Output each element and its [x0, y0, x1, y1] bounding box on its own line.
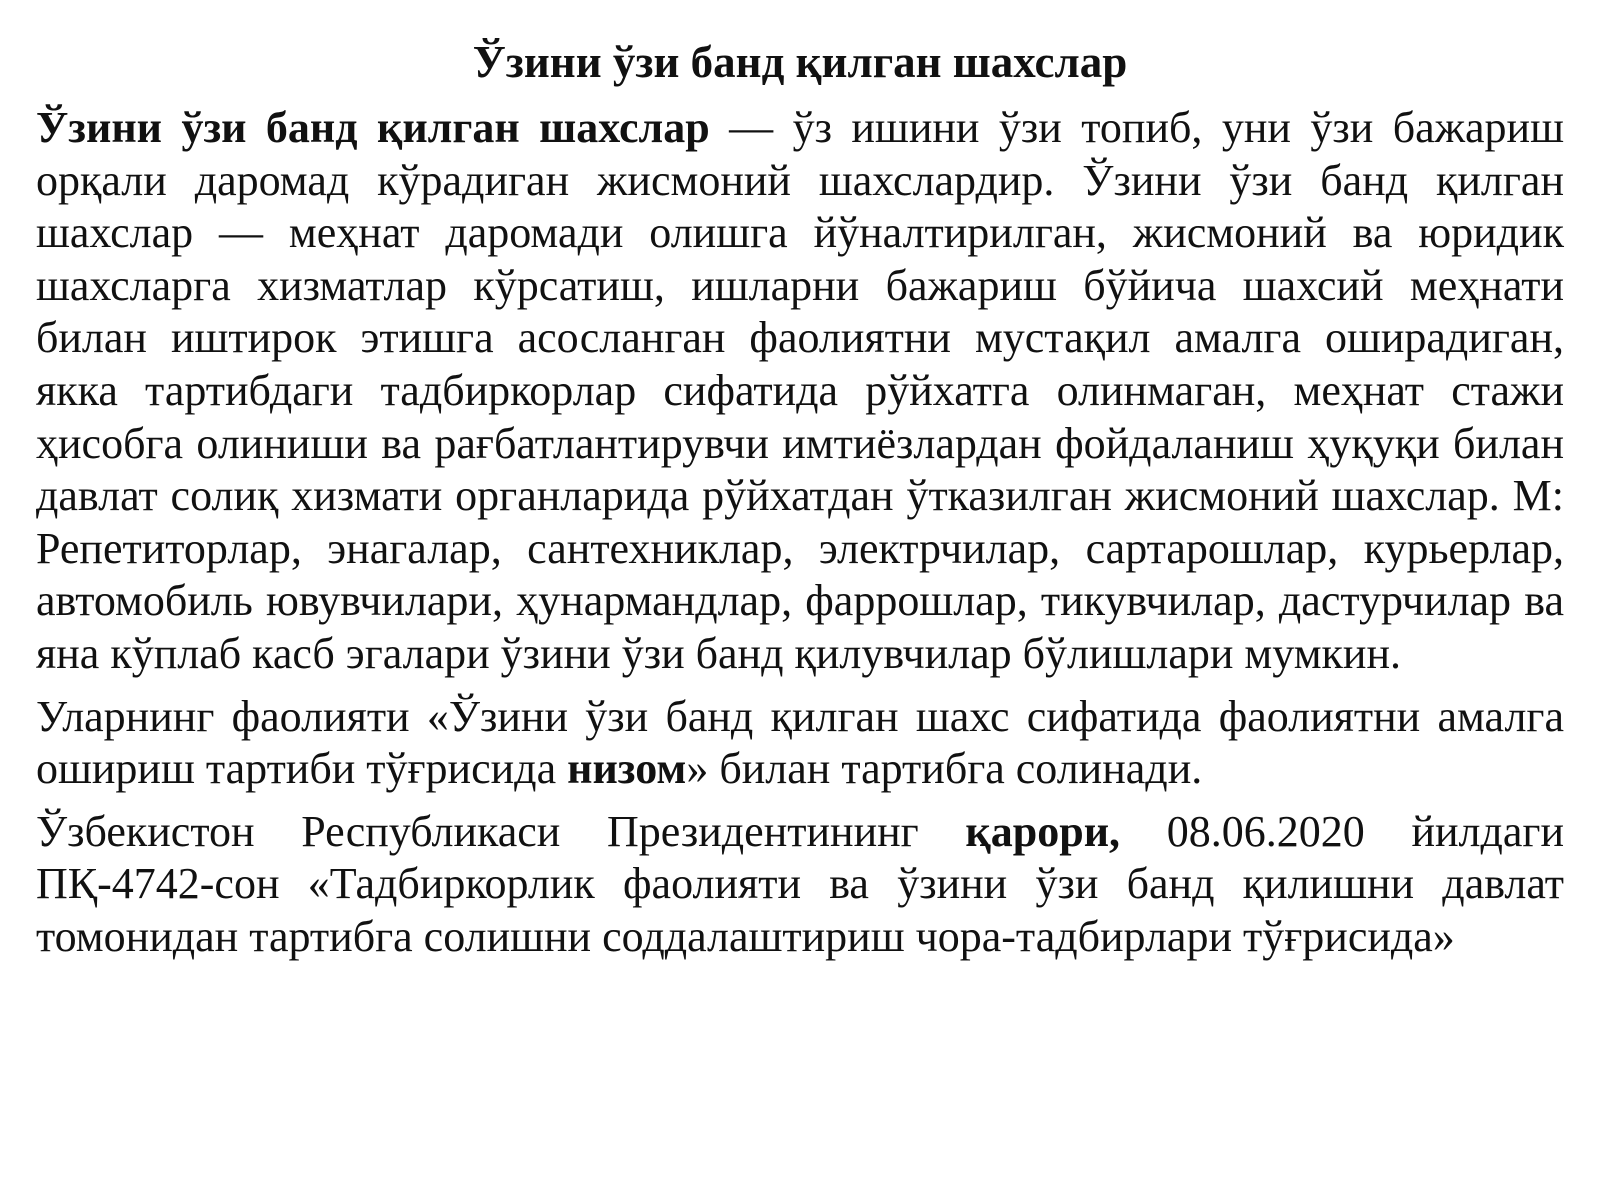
decree-text-before: Ўзбекистон Республикаси Президентининг: [36, 806, 966, 856]
regulation-text-after: » билан тартибга солинади.: [686, 744, 1203, 794]
decree-text-after: 08.06.2020 йилдаги ПҚ-4742-сон «Тадбиркорлик фаолияти ва ўзини ўзи банд қилишни давлат томонидан тартибга солишни соддалаштириш чора-тадбирлари тўғрисида»: [36, 806, 1564, 961]
regulation-bold-word: низом: [567, 744, 687, 794]
defined-term: Ўзини ўзи банд қилган шахслар: [36, 103, 710, 152]
decree-paragraph: [36, 806, 1564, 964]
regulation-text-before: Уларнинг фаолияти «Ўзини ўзи банд қилган шахс сифатида фаолиятни амалга ошириш тартиби тўғрисида: [36, 691, 1564, 794]
definition-paragraph: [36, 102, 1564, 681]
definition-text: — ўз ишини ўзи топиб, уни ўзи бажариш орқали даромад кўрадиган жисмоний шахслардир. Ўзини ўзи банд қилган шахслар — меҳнат даромади олишга йўналтирилган, жисмоний ва юридик шахсларга хизматлар кўрсатиш, ишларни бажариш бўйича шахсий меҳнати билан иштирок этишга асосланган фаолиятни мустақил амалга оширадиган, якка тартибдаги тадбиркорлар сифатида рўйхатга олинмаган, меҳнат стажи ҳисобга олиниши ва рағбатлантирувчи имтиёзлардан фойдаланиш ҳуқуқи билан давлат солиқ хизмати органларида рўйхатдан ўтказилган жисмоний шахслар. М: Репетиторлар, энагалар, сантехниклар, электрчилар, сартарошлар, курьерлар, автомобиль ювувчилари, ҳунармандлар, фаррошлар, тикувчилар, дастурчилар ва яна кўплаб касб эгалари ўзини ўзи банд қилувчилар бўлишлари мумкин.: [36, 103, 1564, 678]
document-title: Ўзини ўзи банд қилган шахслар: [472, 37, 1128, 87]
decree-bold-word: қарори,: [965, 806, 1121, 856]
regulation-paragraph: [36, 691, 1564, 796]
